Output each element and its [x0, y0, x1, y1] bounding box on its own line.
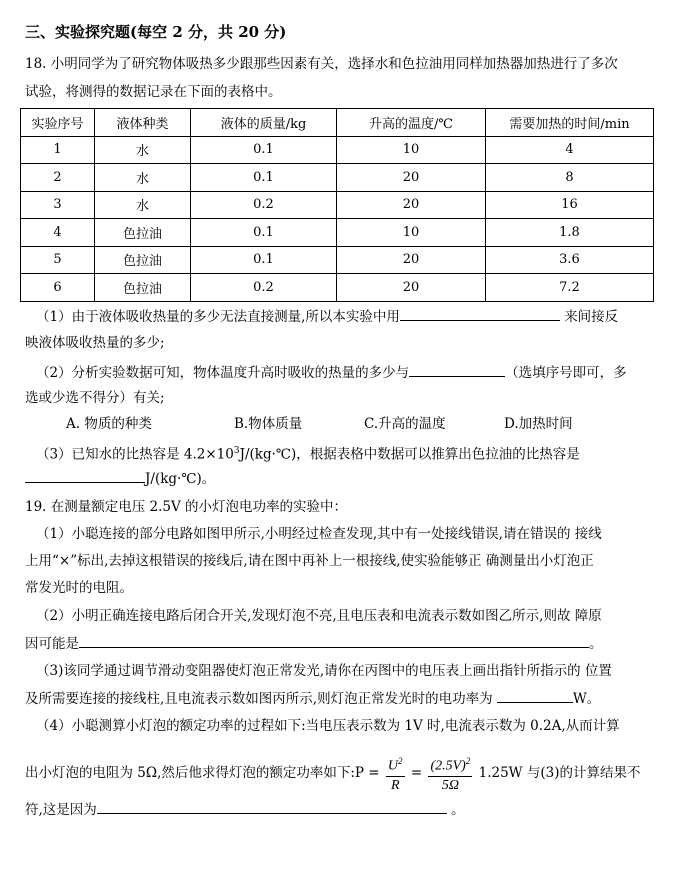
table-row	[21, 219, 654, 247]
q18-p3-line2	[25, 468, 215, 489]
table-row	[21, 274, 654, 302]
q19-p4-line3	[25, 799, 465, 820]
q18-p1-text-end: 来间接反	[564, 309, 619, 325]
table-row	[21, 246, 654, 274]
q19-p2-line1: （2）小明正确连接电路后闭合开关,发现灯泡不亮,且电压表和电流表示数如图乙所示,则故 障原	[36, 608, 602, 624]
answer-blank[interactable]	[25, 468, 145, 483]
fraction-denominator: R	[390, 777, 400, 793]
q19-p4-line1: （4）小聪测算小灯泡的额定功率的过程如下:当电压表示数为 1V 时,电流表示数为 0.2A,从而计算	[36, 718, 620, 734]
table-cell: 色拉油	[95, 219, 191, 247]
q18-option-d: D.加热时间	[504, 416, 573, 432]
answer-blank[interactable]	[400, 306, 560, 321]
table-cell: 5	[21, 246, 95, 274]
table-row	[21, 136, 654, 164]
table-row	[21, 191, 654, 219]
table-cell: 0.1	[191, 219, 337, 247]
q18-p3-line1	[36, 441, 580, 465]
q19-p3-unit: W。	[572, 691, 601, 707]
answer-blank[interactable]	[97, 799, 447, 814]
table-header: 液体的质量/kg	[191, 109, 337, 137]
q19-p1-line2: 上用“×”标出,去掉这根错误的接线后,请在图中再补上一根接线,使实验能够正 确测量出小灯泡正	[25, 553, 594, 569]
q19-p4-text-c: 1.25W 与(3)的计算结果不	[478, 764, 641, 781]
q18-p3-text-b: J/(kg·℃)，根据表格中数据可以推算出色拉油的比热容是	[239, 446, 580, 463]
answer-blank[interactable]	[497, 688, 573, 703]
table-cell: 2	[21, 164, 95, 192]
fraction-numerator-exponent: 2	[465, 756, 471, 766]
table-cell: 0.2	[191, 274, 337, 302]
fraction-numerator-exponent: 2	[398, 756, 403, 766]
table-cell: 0.1	[191, 246, 337, 274]
table-cell: 1.8	[486, 219, 654, 247]
section-heading: 三、实验探究题(每空 2 分，共 20 分)	[25, 23, 287, 41]
q19-p3-text: 及所需要连接的接线柱,且电流表示数如图丙所示,则灯泡正常发光时的电功率为	[25, 691, 493, 707]
table-cell: 20	[337, 164, 486, 192]
table-cell: 水	[95, 164, 191, 192]
q18-p3-text: （3）已知水的比热容是 4.2×10	[36, 446, 234, 463]
answer-blank[interactable]	[79, 633, 589, 648]
q18-p2-text-end: （选填序号即可，多	[505, 365, 627, 381]
table-row	[21, 164, 654, 192]
table-cell: 6	[21, 274, 95, 302]
table-header-row	[21, 109, 654, 137]
table-cell: 20	[337, 246, 486, 274]
q18-p2-line2: 选或少选不得分）有关;	[25, 390, 165, 406]
q18-p1-line1	[36, 306, 618, 327]
q19-p2-line2	[25, 633, 603, 654]
table-cell: 10	[337, 136, 486, 164]
table-cell: 20	[337, 191, 486, 219]
table-cell: 0.2	[191, 191, 337, 219]
q18-p1-line2: 映液体吸收热量的多少;	[25, 335, 165, 351]
fraction-numerator: U	[387, 758, 399, 774]
q19-p2-text: 因可能是	[25, 636, 79, 652]
q18-option-b: B.物体质量	[234, 416, 303, 432]
data-table	[20, 108, 654, 302]
table-header: 液体种类	[95, 109, 191, 137]
q18-option-a: A. 物质的种类	[66, 416, 152, 432]
table-cell: 10	[337, 219, 486, 247]
q19-p4-line2	[25, 752, 640, 795]
table-cell: 4	[486, 136, 654, 164]
table-header: 需要加热的时间/min	[486, 109, 654, 137]
q19-p1-line1: （1）小聪连接的部分电路如图甲所示,小明经过检查发现,其中有一处接线错误,请在错误的 接线	[36, 526, 602, 542]
table-header: 升高的温度/℃	[337, 109, 486, 137]
q19-p4-text-d: 符,这是因为	[25, 802, 97, 818]
table-cell: 色拉油	[95, 274, 191, 302]
q18-intro-line1: 18. 小明同学为了研究物体吸热多少跟那些因素有关，选择水和色拉油用同样加热器加热进行了多次	[25, 56, 618, 72]
q18-option-c: C.升高的温度	[364, 416, 446, 432]
q19-p3-line2	[25, 688, 600, 709]
table-cell: 3.6	[486, 246, 654, 274]
q19-intro: 19. 在测量额定电压 2.5V 的小灯泡电功率的实验中：	[25, 499, 348, 515]
q18-intro-line2: 试验，将测得的数据记录在下面的表格中。	[25, 84, 282, 100]
answer-blank[interactable]	[409, 362, 505, 377]
q18-p2-text: （2）分析实验数据可知，物体温度升高时吸收的热量的多少与	[36, 365, 410, 381]
table-cell: 0.1	[191, 136, 337, 164]
value-fraction	[428, 752, 472, 795]
q18-p3-sup: 3	[233, 446, 240, 456]
q19-p3-line1: （3)该同学通过调节滑动变阻器使灯泡正常发光,请你在丙图中的电压表上画出指针所指示的 位置	[36, 663, 612, 679]
q18-p3-unit: J/(kg·℃)。	[145, 471, 216, 487]
table-cell: 水	[95, 191, 191, 219]
table-cell: 4	[21, 219, 95, 247]
table-cell: 1	[21, 136, 95, 164]
table-cell: 7.2	[486, 274, 654, 302]
q18-p1-text: （1）由于液体吸收热量的多少无法直接测量,所以本实验中用	[36, 309, 400, 325]
table-cell: 0.1	[191, 164, 337, 192]
q18-p2-line1	[36, 362, 627, 383]
table-cell: 3	[21, 191, 95, 219]
table-cell: 20	[337, 274, 486, 302]
q19-p2-end: 。	[589, 636, 603, 652]
table-cell: 8	[486, 164, 654, 192]
fraction-numerator: (2.5V)	[430, 758, 466, 774]
equals-sign: =	[410, 764, 423, 781]
table-cell: 16	[486, 191, 654, 219]
power-formula-fraction	[386, 752, 405, 795]
q19-p4-text: 出小灯泡的电阻为 5Ω,然后他求得灯泡的额定功率如下:P =	[25, 764, 380, 781]
table-header: 实验序号	[21, 109, 95, 137]
table-cell: 水	[95, 136, 191, 164]
table-cell: 色拉油	[95, 246, 191, 274]
q19-p4-end: 。	[451, 802, 465, 818]
q19-p1-line3: 常发光时的电阻。	[25, 580, 133, 596]
fraction-denominator: 5Ω	[441, 777, 459, 793]
